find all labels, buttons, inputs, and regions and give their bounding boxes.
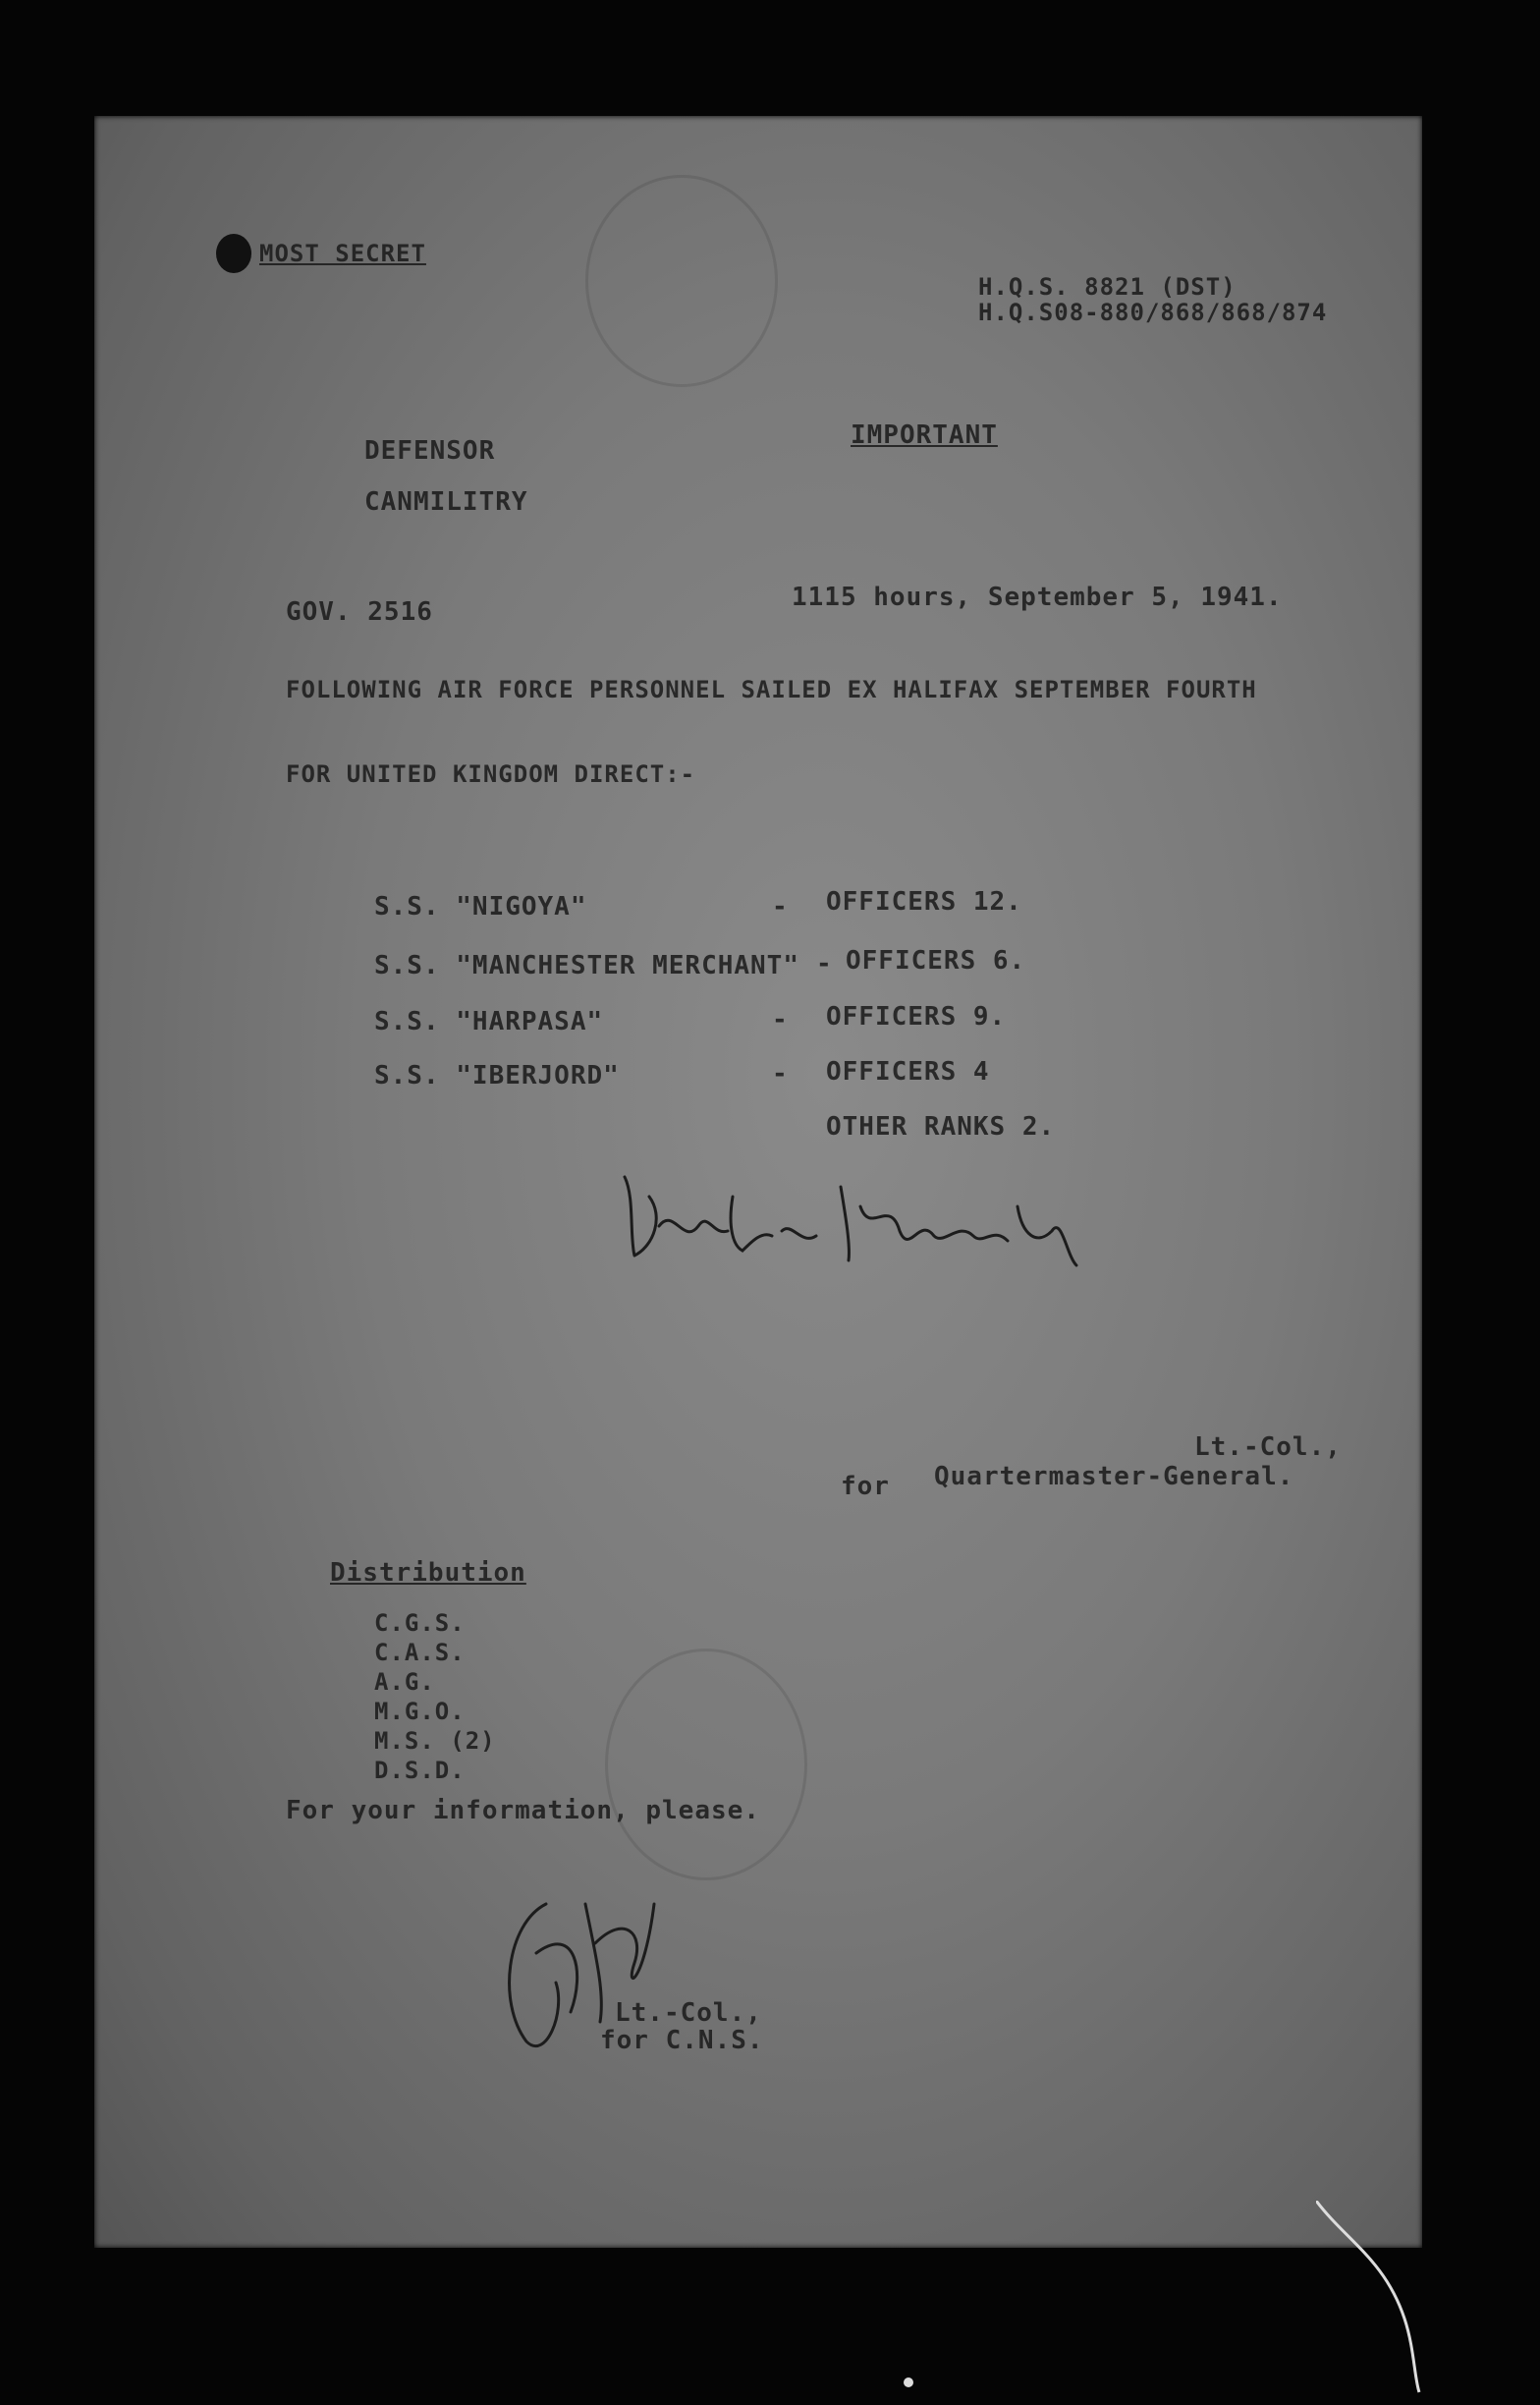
ship-name: S.S. "NIGOYA" [374, 892, 587, 922]
faint-stamp-bottom [605, 1649, 807, 1880]
punch-hole [216, 234, 251, 273]
ship-personnel: OFFICERS 12. [826, 887, 1022, 917]
ship-dash: - [772, 892, 789, 922]
message-body-line-1: FOLLOWING AIR FORCE PERSONNEL SAILED EX HALIFAX SEPTEMBER FOURTH [286, 676, 1257, 703]
ship-name: S.S. "HARPASA" [374, 1007, 604, 1036]
other-ranks: OTHER RANKS 2. [826, 1112, 1056, 1142]
distribution-item: M.G.O. [374, 1698, 466, 1725]
distribution-item: D.S.D. [374, 1757, 466, 1784]
handwritten-signature-1 [605, 1138, 1135, 1275]
distribution-item: C.G.S. [374, 1609, 466, 1637]
ship-personnel: OFFICERS 6. [846, 946, 1026, 976]
document-page [94, 116, 1422, 2248]
ship-personnel: OFFICERS 4 [826, 1057, 990, 1087]
film-speck [904, 2377, 913, 2387]
signoff-office: Quartermaster-General. [934, 1462, 1294, 1491]
ship-dash: - [772, 1059, 789, 1089]
message-number: GOV. 2516 [286, 597, 433, 627]
addressee-line-1: DEFENSOR [364, 436, 496, 466]
faint-stamp-top [585, 175, 778, 387]
distribution-item: A.G. [374, 1668, 435, 1696]
distribution-item: C.A.S. [374, 1639, 466, 1666]
ship-dash: - [772, 1005, 789, 1035]
distribution-heading: Distribution [330, 1558, 526, 1588]
file-reference-1: H.Q.S. 8821 (DST) [978, 273, 1237, 301]
file-reference-2: H.Q.S08-880/868/868/874 [978, 299, 1328, 326]
classification-label: MOST SECRET [259, 240, 426, 267]
ship-personnel: OFFICERS 9. [826, 1002, 1007, 1032]
ship-dash: - [816, 949, 833, 979]
film-scratch [1316, 2201, 1434, 2397]
addressee-line-2: CANMILITRY [364, 487, 528, 517]
message-time: 1115 hours, September 5, 1941. [792, 583, 1283, 612]
distribution-item: M.S. (2) [374, 1727, 496, 1755]
information-note: For your information, please. [286, 1796, 760, 1825]
signoff-rank: Lt.-Col., [1194, 1432, 1342, 1462]
signoff2-for-line: for C.N.S. [600, 2026, 764, 2055]
message-body-line-2: FOR UNITED KINGDOM DIRECT:- [286, 760, 696, 788]
ship-name: S.S. "MANCHESTER MERCHANT" [374, 951, 799, 980]
ship-name: S.S. "IBERJORD" [374, 1061, 620, 1091]
signoff2-rank: Lt.-Col., [615, 1998, 762, 2028]
signoff-for: for [841, 1472, 890, 1501]
priority-label: IMPORTANT [851, 420, 998, 450]
